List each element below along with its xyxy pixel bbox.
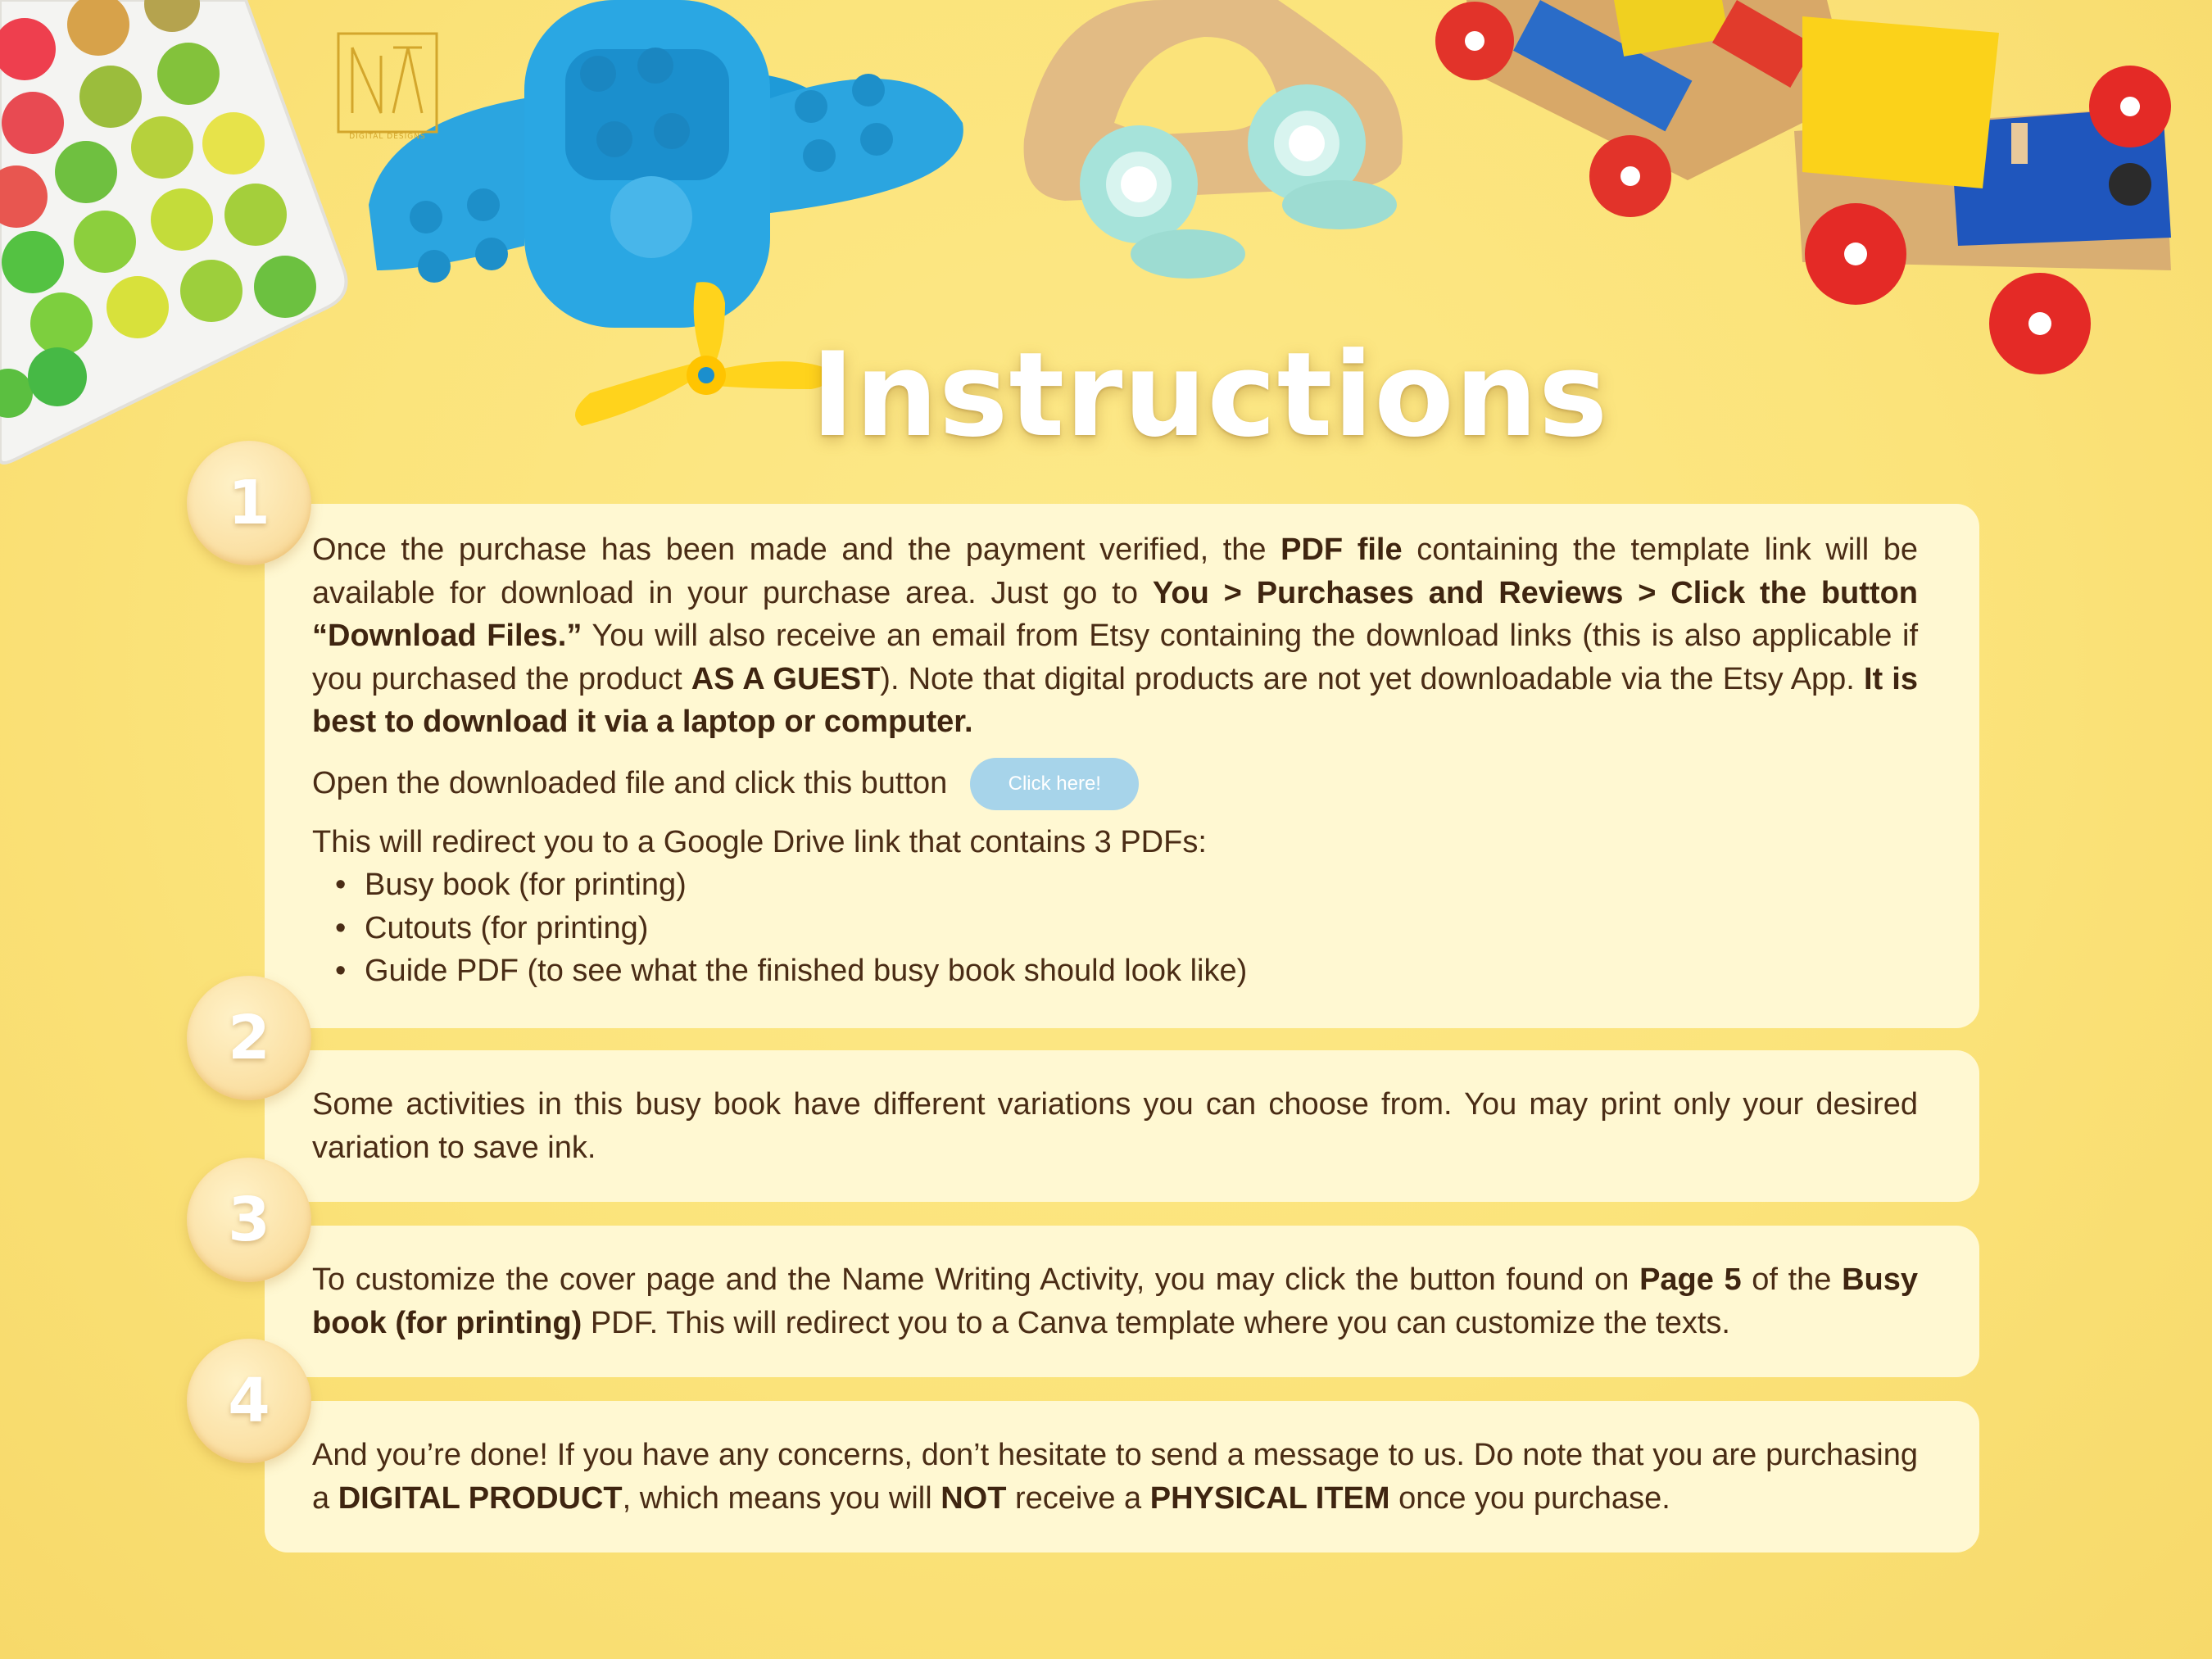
step-3-card bbox=[265, 1226, 1979, 1377]
pop-it-fidget-toy bbox=[0, 0, 347, 463]
list-item: • Guide PDF (to see what the finished busy book should look like) bbox=[335, 950, 1918, 993]
click-here-button[interactable]: Click here! bbox=[970, 758, 1139, 810]
brand-logo bbox=[336, 31, 439, 146]
step-3-paragraph: To customize the cover page and the Name Writing Activity, you may click the button found on Page 5 of the Busy book (for printing) PDF. This will redirect you to a Canva template where you can customize the texts. bbox=[312, 1262, 1918, 1340]
step-4-paragraph: And you’re done! If you have any concerns, don’t hesitate to send a message to us. Do note that you are purchasing a DIGITAL PRODUCT, which means you will NOT receive a PHYSICAL ITEM once you purchase. bbox=[312, 1438, 1918, 1516]
open-file-line bbox=[312, 757, 1918, 811]
logo-caption: DIGITAL DESIGNS bbox=[349, 133, 426, 141]
step-1-card bbox=[265, 504, 1979, 1028]
step-2-paragraph: Some activities in this busy book have different variations you can choose from. You may print only your desired variation to save ink. bbox=[312, 1087, 1918, 1165]
step-2-card bbox=[265, 1050, 1979, 1202]
step-4-card bbox=[265, 1401, 1979, 1552]
step-number-badge-3: 3 bbox=[187, 1158, 311, 1282]
step-1-paragraph: Once the purchase has been made and the payment verified, the PDF file containing the template link will be available for download in your purchase area. Just go to You > Purchases and Reviews > Click the button “Download Files.” You will also receive an email from Etsy containing the download links (this is also applicable if you purchased the product AS A GUEST). Note that digital products are not yet downloadable via the Etsy App. It is best to download it via a laptop or computer. bbox=[312, 533, 1919, 739]
open-file-text: Open the downloaded file and click this button bbox=[312, 766, 948, 801]
list-item: • Cutouts (for printing) bbox=[335, 907, 1918, 950]
redirect-text: This will redirect you to a Google Drive link that contains 3 PDFs: bbox=[312, 824, 1207, 859]
page-title: Instructions bbox=[811, 328, 1609, 463]
toy-wooden-car bbox=[1024, 0, 1403, 279]
step-number-badge-1: 1 bbox=[187, 441, 311, 565]
list-item: • Busy book (for printing) bbox=[335, 863, 1918, 907]
step-number-badge-4: 4 bbox=[187, 1339, 311, 1463]
toy-wooden-train bbox=[1435, 0, 2171, 374]
step-number-badge-2: 2 bbox=[187, 976, 311, 1100]
pdf-list bbox=[312, 863, 1918, 993]
